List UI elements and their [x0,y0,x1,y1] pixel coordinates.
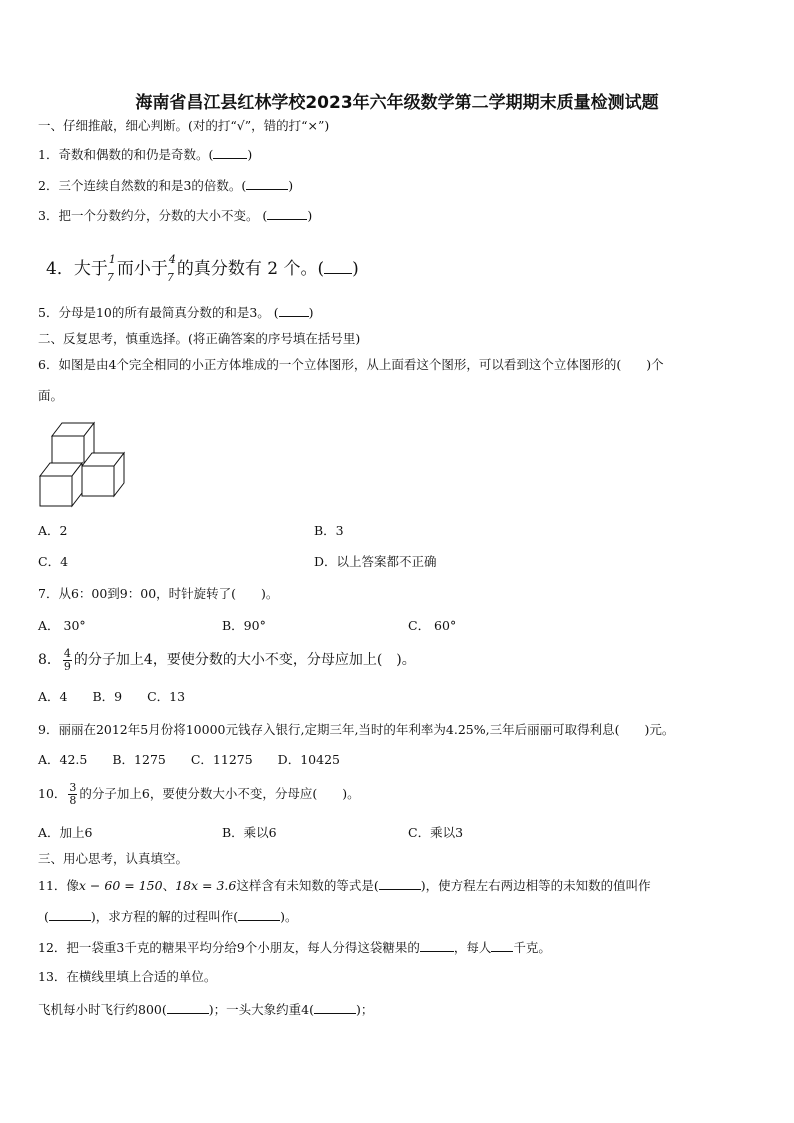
question-13-line [38,1001,373,1018]
q7-option-c[interactable]: C． 60° [408,618,457,633]
q6-option-b[interactable]: B．3 [314,523,344,538]
fraction-4-9: $\frac{4}{9}$ [63,646,71,673]
answer-blank[interactable] [246,177,288,190]
separator: 、 [162,878,176,893]
answer-blank[interactable] [314,1001,356,1014]
question-1-text: 1．奇数和偶数的和仍是奇数。( [38,147,214,162]
paren-close: ) [247,147,253,162]
q8-options[interactable]: A．4 B．9 C．13 [38,689,186,704]
question-2-text: 2．三个连续自然数的和是3的倍数。( [38,178,247,193]
q10-option-a[interactable]: A．加上6 [38,825,93,840]
question-3 [38,207,312,224]
question-10 [38,780,360,808]
question-10-number: 10． [38,786,67,801]
question-9: 9．丽丽在2012年5月份将10000元钱存入银行,定期三年,当时的年利率为4.25%,三年后丽丽可取得利息( )元。 [38,722,675,737]
question-11-text-b: )，使方程左右两边相等的未知数的值叫作 [420,878,651,893]
answer-blank[interactable] [267,207,307,220]
answer-blank[interactable] [238,908,280,921]
question-13-text-b: )；一头大象约重4( [208,1002,314,1017]
question-2 [38,177,293,194]
answer-blank[interactable] [213,146,247,159]
answer-blank[interactable] [279,304,309,317]
q10-option-c[interactable]: C．乘以3 [408,825,464,840]
question-11-line2 [44,908,298,925]
question-13: 13．在横线里填上合适的单位。 [38,969,217,984]
answer-blank[interactable] [491,939,513,952]
question-12-text-a: 12．把一袋重3千克的糖果平均分给9个小朋友，每人分得这袋糖果的 [38,940,420,955]
question-10-text: 的分子加上6，要使分数大小不变，分母应( )。 [79,786,360,801]
answer-blank[interactable] [324,258,352,274]
question-4-mid: 而小于 [116,259,168,279]
fraction-4-7: 4 7 [166,252,176,284]
question-12-text-c: 千克。 [513,940,551,955]
paren-close: ) [308,305,314,320]
cube-stack-figure [38,420,128,508]
paren-close: ) [307,208,313,223]
question-12-text-b: ，每人 [453,940,492,955]
question-11-line1 [38,877,651,894]
question-4-post: 的真分数有 2 个。( [176,259,325,279]
question-4-pre: 4．大于 [46,259,108,279]
question-13-text-c: )； [355,1002,374,1017]
answer-blank[interactable] [420,939,454,952]
question-12 [38,939,551,956]
answer-blank[interactable] [49,908,91,921]
question-11-text-d: )。 [280,909,298,924]
question-5-text: 5．分母是10的所有最简真分数的和是3。 ( [38,305,279,320]
paren-close: ) [288,178,294,193]
paren-close: ) [352,259,359,279]
q7-option-a[interactable]: A． 30° [38,618,86,633]
question-11-text-c: )，求方程的解的过程叫作( [90,909,239,924]
answer-blank[interactable] [167,1001,209,1014]
section2-heading: 二、反复思考，慎重选择。(将正确答案的序号填在括号里) [38,331,361,346]
q6-option-a[interactable]: A．2 [38,523,68,538]
q10-option-b[interactable]: B．乘以6 [222,825,277,840]
paren-open: ( [44,909,49,924]
question-11-number: 11．像 [38,878,79,893]
equation-1: x − 60 = 150 [78,878,163,893]
equation-2: 18x = 3.6 [175,878,237,893]
answer-blank[interactable] [379,877,421,890]
question-13-text-a: 飞机每小时飞行约800( [38,1002,167,1017]
question-3-text: 3．把一个分数约分，分数的大小不变。 ( [38,208,268,223]
page-title: 海南省昌江县红林学校2023年六年级数学第二学期期末质量检测试题 [135,93,659,113]
question-1 [38,146,252,163]
question-6-line2: 面。 [38,388,64,403]
fraction-3-8: $\frac{3}{8}$ [69,781,77,807]
section1-heading: 一、仔细推敲，细心判断。(对的打“√”，错的打“×”) [38,118,330,133]
q9-options[interactable]: A．42.5 B．1275 C．11275 D．10425 [38,752,340,767]
question-8-number: 8． [38,652,61,668]
q6-option-c[interactable]: C．4 [38,554,69,569]
question-7: 7．从6：00到9：00，时针旋转了( )。 [38,586,279,601]
question-6-line1: 6．如图是由4个完全相同的小正方体堆成的一个立体图形，从上面看这个图形，可以看到这个立体图形的( )个 [38,357,664,372]
question-4 [46,252,359,284]
question-8 [38,646,416,674]
q7-option-b[interactable]: B．90° [222,618,266,633]
q6-option-d[interactable]: D．以上答案都不正确 [314,554,437,569]
question-5 [38,304,314,321]
question-8-text: 的分子加上4，要使分数的大小不变，分母应加上( )。 [73,652,416,668]
section3-heading: 三、用心思考，认真填空。 [38,851,189,866]
fraction-1-7: 1 7 [106,252,116,284]
question-11-text-a: 这样含有未知数的等式是( [236,878,379,893]
